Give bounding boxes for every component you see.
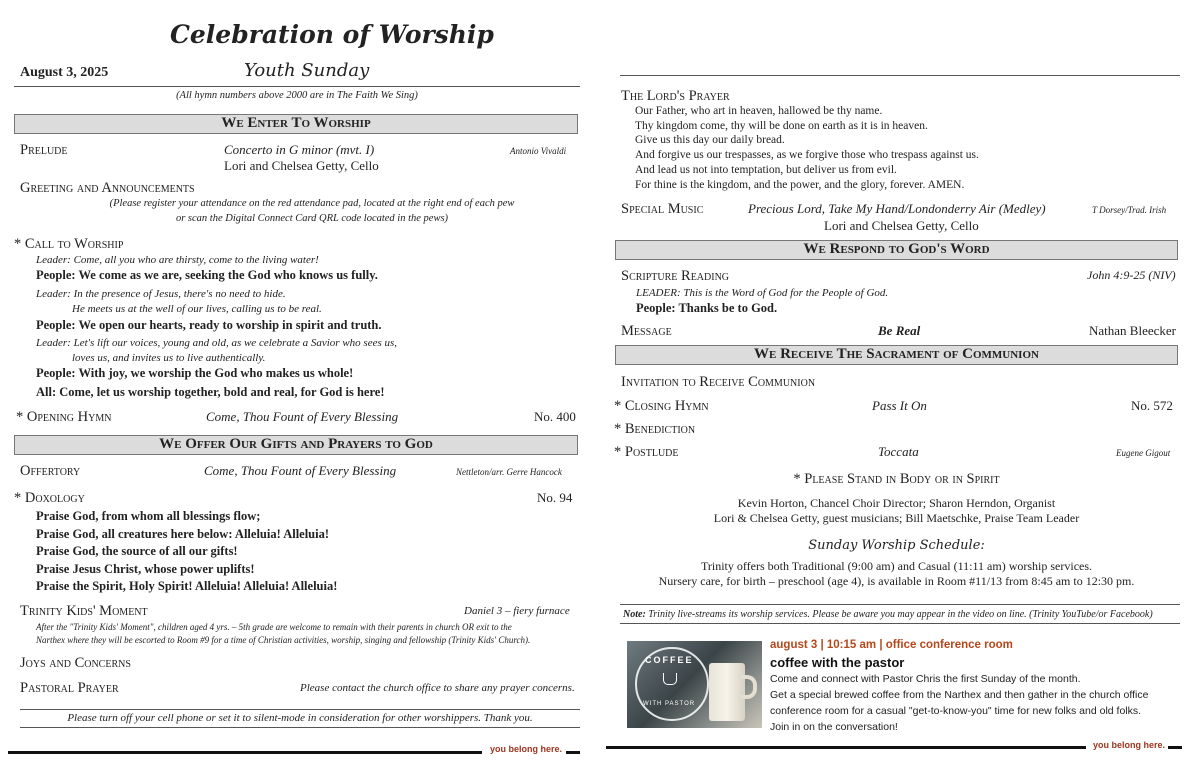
footer-tagline: you belong here. xyxy=(490,744,563,754)
schedule-line-2: Nursery care, for birth – preschool (age 4), is available in Room #11/13 from 8:45 am to 12:30 pm. xyxy=(658,574,1135,588)
postlude-title: Toccata xyxy=(878,444,919,459)
scripture-label: Scripture Reading xyxy=(621,268,730,284)
invitation-label: Invitation to Receive Communion xyxy=(621,374,816,390)
hymn-note: (All hymn numbers above 2000 are in The Faith We Sing) xyxy=(176,90,418,101)
note-label: Note: xyxy=(623,609,646,620)
header-rule xyxy=(14,86,580,87)
doxology-line: Praise Jesus Christ, whose power uplifts! xyxy=(36,561,255,576)
lords-prayer-text xyxy=(635,104,979,192)
coffee-text-3: conference room for a casual "get-to-know-you" time for new folks and old folks. xyxy=(770,705,1142,717)
offertory-label: Offertory xyxy=(20,463,81,479)
credits-line-2: Lori & Chelsea Getty, guest musicians; Bill Maetschke, Praise Team Leader xyxy=(713,511,1080,525)
stand-note: * Please Stand in Body or in Spirit xyxy=(793,471,1000,487)
schedule-title: Sunday Worship Schedule: xyxy=(808,538,985,553)
scripture-leader: LEADER: This is the Word of God for the People of God. xyxy=(636,287,889,299)
call-to-worship-label: * Call to Worship xyxy=(14,236,124,252)
section-enter-worship: We Enter To Worship xyxy=(14,114,578,134)
kids-moment-ref: Daniel 3 – fiery furnace xyxy=(464,605,570,617)
doxology-number: No. 94 xyxy=(537,490,573,505)
postlude-composer: Eugene Gigout xyxy=(1116,448,1171,458)
kids-note-2: Narthex where they will be escorted to Room #9 for a time of Christian activities, worship, singing and fellowship (Trinity Kids' Church). xyxy=(36,635,531,645)
prelude-composer: Antonio Vivaldi xyxy=(510,146,567,156)
right-footer-rule xyxy=(606,746,1086,749)
call-people-2: People: We open our hearts, ready to worship in spirit and truth. xyxy=(36,318,382,332)
lords-prayer-label: The Lord's Prayer xyxy=(621,88,730,104)
closing-hymn-label: * Closing Hymn xyxy=(614,398,709,414)
opening-hymn-title: Come, Thou Fount of Every Blessing xyxy=(206,409,399,424)
special-music-composer: T Dorsey/Trad. Irish xyxy=(1092,205,1167,215)
call-leader-1: Leader: Come, all you who are thirsty, come to the living water! xyxy=(36,254,319,266)
kids-note-1: After the "Trinity Kids' Moment", children aged 4 yrs. – 5th grade are welcome to remain with their parents in church OR exit to the xyxy=(36,622,512,632)
offertory-composer: Nettleton/arr. Gerre Hancock xyxy=(456,467,562,477)
doxology-line: Praise God, the source of all our gifts! xyxy=(36,544,238,559)
doxology-line: Praise God, from whom all blessings flow; xyxy=(36,509,261,523)
greeting-note-2: or scan the Digital Connect Card QRL code located in the pews) xyxy=(175,213,449,224)
call-leader-2a: Leader: In the presence of Jesus, there's no need to hide. xyxy=(36,288,286,300)
postlude-label: * Postlude xyxy=(614,444,679,460)
doxology-label: * Doxology xyxy=(14,490,85,506)
phone-note: Please turn off your cell phone or set it to silent-mode in consideration for other worshippers. Thank you. xyxy=(67,712,533,724)
closing-hymn-number: No. 572 xyxy=(1131,398,1173,413)
doxology-text xyxy=(36,508,337,596)
doxology-line: Praise God, all creatures here below: Alleluia! Alleluia! xyxy=(36,526,330,541)
section-respond-word: We Respond to God's Word xyxy=(615,240,1178,260)
message-title: Be Real xyxy=(878,323,921,338)
greeting-note-1: (Please register your attendance on the red attendance pad, located at the right end of each pew xyxy=(109,198,515,209)
call-leader-3a: Leader: Let's lift our voices, young and old, as we celebrate a Savior who sees us, xyxy=(36,337,398,349)
coffee-text-4: Join in on the conversation! xyxy=(770,721,898,733)
lords-prayer-line: And lead us not into temptation, but deliver us from evil. xyxy=(635,163,897,176)
coffee-badge-word: COFFEE xyxy=(645,655,694,665)
joys-concerns-label: Joys and Concerns xyxy=(20,655,131,671)
pastoral-prayer-label: Pastoral Prayer xyxy=(20,680,119,696)
note-rule-top xyxy=(620,604,1180,605)
prelude-performers: Lori and Chelsea Getty, Cello xyxy=(224,158,379,173)
scripture-ref: John 4:9-25 (NIV) xyxy=(1087,268,1176,282)
right-top-rule xyxy=(620,75,1180,76)
phone-note-rule-bottom xyxy=(20,727,580,728)
closing-hymn-title: Pass It On xyxy=(872,398,927,413)
coffee-badge-subword: WITH PASTOR xyxy=(643,701,696,707)
greeting-label: Greeting and Announcements xyxy=(20,180,195,196)
section-communion: We Receive The Sacrament of Communion xyxy=(615,345,1178,365)
call-leader-3b: loves us, and invites us to live authentically. xyxy=(72,352,266,364)
coffee-text-2: Get a special brewed coffee from the Narthex and then gather in the church office xyxy=(770,689,1149,701)
doxology-line: Praise the Spirit, Holy Spirit! Alleluia! Alleluia! Alleluia! xyxy=(36,579,338,594)
message-speaker: Nathan Bleecker xyxy=(1089,323,1176,338)
right-footer-rule-end xyxy=(1168,746,1182,749)
credits-line-1: Kevin Horton, Chancel Choir Director; Sharon Herndon, Organist xyxy=(737,496,1056,510)
opening-hymn-label: * Opening Hymn xyxy=(16,409,112,425)
note-text: Trinity live-streams its worship services. Please be aware you may appear in the video on line. (Trinity YouTube/or Facebook) xyxy=(648,609,1153,620)
prelude-title: Concerto in G minor (mvt. I) xyxy=(224,142,375,157)
offertory-title: Come, Thou Fount of Every Blessing xyxy=(204,463,397,478)
call-people-3: People: With joy, we worship the God who makes us whole! xyxy=(36,366,354,380)
schedule-line-1: Trinity offers both Traditional (9:00 am) and Casual (11:11 am) worship services. xyxy=(700,559,1093,573)
call-people-1: People: We come as we are, seeking the God who knows us fully. xyxy=(36,268,378,282)
prelude-label: Prelude xyxy=(20,142,68,158)
call-leader-2b: He meets us at the well of our lives, calling us to be real. xyxy=(72,303,322,315)
lords-prayer-line: And forgive us our trespasses, as we forgive those who trespass against us. xyxy=(635,149,979,162)
bulletin-title: Celebration of Worship xyxy=(170,20,494,49)
pastoral-prayer-note: Please contact the church office to share any prayer concerns. xyxy=(300,682,575,694)
special-music-label: Special Music xyxy=(621,201,704,217)
coffee-title: coffee with the pastor xyxy=(770,655,905,670)
lords-prayer-line: Give us this day our daily bread. xyxy=(635,134,785,147)
lords-prayer-line: Thy kingdom come, thy will be done on earth as it is in heaven. xyxy=(635,119,928,132)
coffee-mug-handle-icon xyxy=(741,675,757,699)
section-offer-gifts: We Offer Our Gifts and Prayers to God xyxy=(14,435,578,455)
coffee-when: august 3 | 10:15 am | office conference room xyxy=(770,639,1013,651)
scripture-people: People: Thanks be to God. xyxy=(636,301,778,315)
kids-moment-label: Trinity Kids' Moment xyxy=(20,603,148,619)
right-footer-tagline: you belong here. xyxy=(1093,740,1166,750)
special-music-performers: Lori and Chelsea Getty, Cello xyxy=(824,218,979,233)
message-label: Message xyxy=(621,323,672,339)
footer-rule xyxy=(8,751,482,754)
special-music-title: Precious Lord, Take My Hand/Londonderry Air (Medley) xyxy=(748,201,1046,216)
service-date: August 3, 2025 xyxy=(20,65,109,80)
coffee-text-1: Come and connect with Pastor Chris the first Sunday of the month. xyxy=(770,673,1081,685)
coffee-cup-icon xyxy=(663,673,677,685)
coffee-photo xyxy=(627,641,762,728)
benediction-label: * Benediction xyxy=(614,421,696,437)
note-rule-bottom xyxy=(620,623,1180,624)
service-subtitle: Youth Sunday xyxy=(244,60,370,81)
phone-note-rule-top xyxy=(20,709,580,710)
footer-rule-end xyxy=(566,751,580,754)
coffee-mug-icon xyxy=(709,663,745,721)
livestream-note xyxy=(623,609,1153,620)
opening-hymn-number: No. 400 xyxy=(534,409,576,424)
lords-prayer-line: For thine is the kingdom, and the power, and the glory, forever. AMEN. xyxy=(635,178,965,191)
call-all: All: Come, let us worship together, bold and real, for God is here! xyxy=(36,385,385,399)
lords-prayer-line: Our Father, who art in heaven, hallowed be thy name. xyxy=(635,105,883,117)
